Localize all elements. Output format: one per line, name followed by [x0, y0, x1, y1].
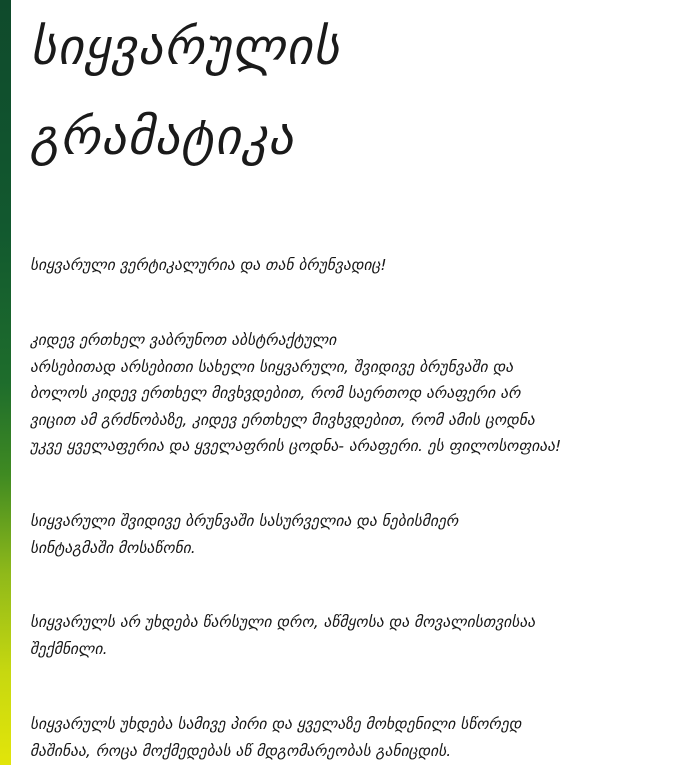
paragraph-line: კიდევ ერთხელ ვაბრუნოთ აბსტრაქტული: [30, 331, 337, 349]
decorative-gradient-strip: [0, 0, 11, 765]
paragraph-line: ვიცით ამ გრძნობაზე, კიდევ ერთხელ მივხვდებით, რომ ამის ცოდნა: [30, 410, 535, 429]
paragraph-line: სიყვარულს არ უხდება წარსული დრო, აწმყოსა და მოვალისთვისაა: [30, 613, 536, 631]
paragraph-line: შექმნილი.: [30, 639, 108, 658]
title-line-2: გრამატიკა: [30, 108, 295, 166]
paragraph-line: არსებითად არსებითი სახელი სიყვარული, შვიდივე ბრუნვაში და: [30, 357, 514, 376]
paragraph-line: სიყვარული ვერტიკალურია და თან ბრუნვადიც!: [30, 256, 387, 274]
paragraph-line: სიყვარული შვიდივე ბრუნვაში სასურველია და ნებისმიერ: [30, 512, 459, 530]
paragraph-2: [30, 327, 662, 460]
paragraph-line: მაშინაა, როცა მოქმედებას აწ მდგომარეობას განიცდის.: [30, 741, 452, 760]
paragraph-1: [30, 252, 662, 279]
paragraph-3: [30, 508, 662, 561]
paragraph-4: [30, 609, 662, 662]
paragraph-line: სინტაგმაში მოსაწონი.: [30, 538, 196, 557]
paragraph-line: სიყვარულს უხდება სამივე პირი და ყველაზე მოხდენილი სწორედ: [30, 715, 522, 733]
paragraph-line: უკვე ყველაფერია და ყველაფრის ცოდნა- არაფერი. ეს ფილოსოფიაა!: [30, 437, 562, 455]
article-title: [30, 2, 662, 182]
paragraph-5: [30, 711, 662, 764]
title-line-1: სიყვარულის: [30, 18, 341, 76]
paragraph-line: ბოლოს კიდევ ერთხელ მივხვდებით, რომ საერთოდ არაფერი არ: [30, 384, 521, 402]
